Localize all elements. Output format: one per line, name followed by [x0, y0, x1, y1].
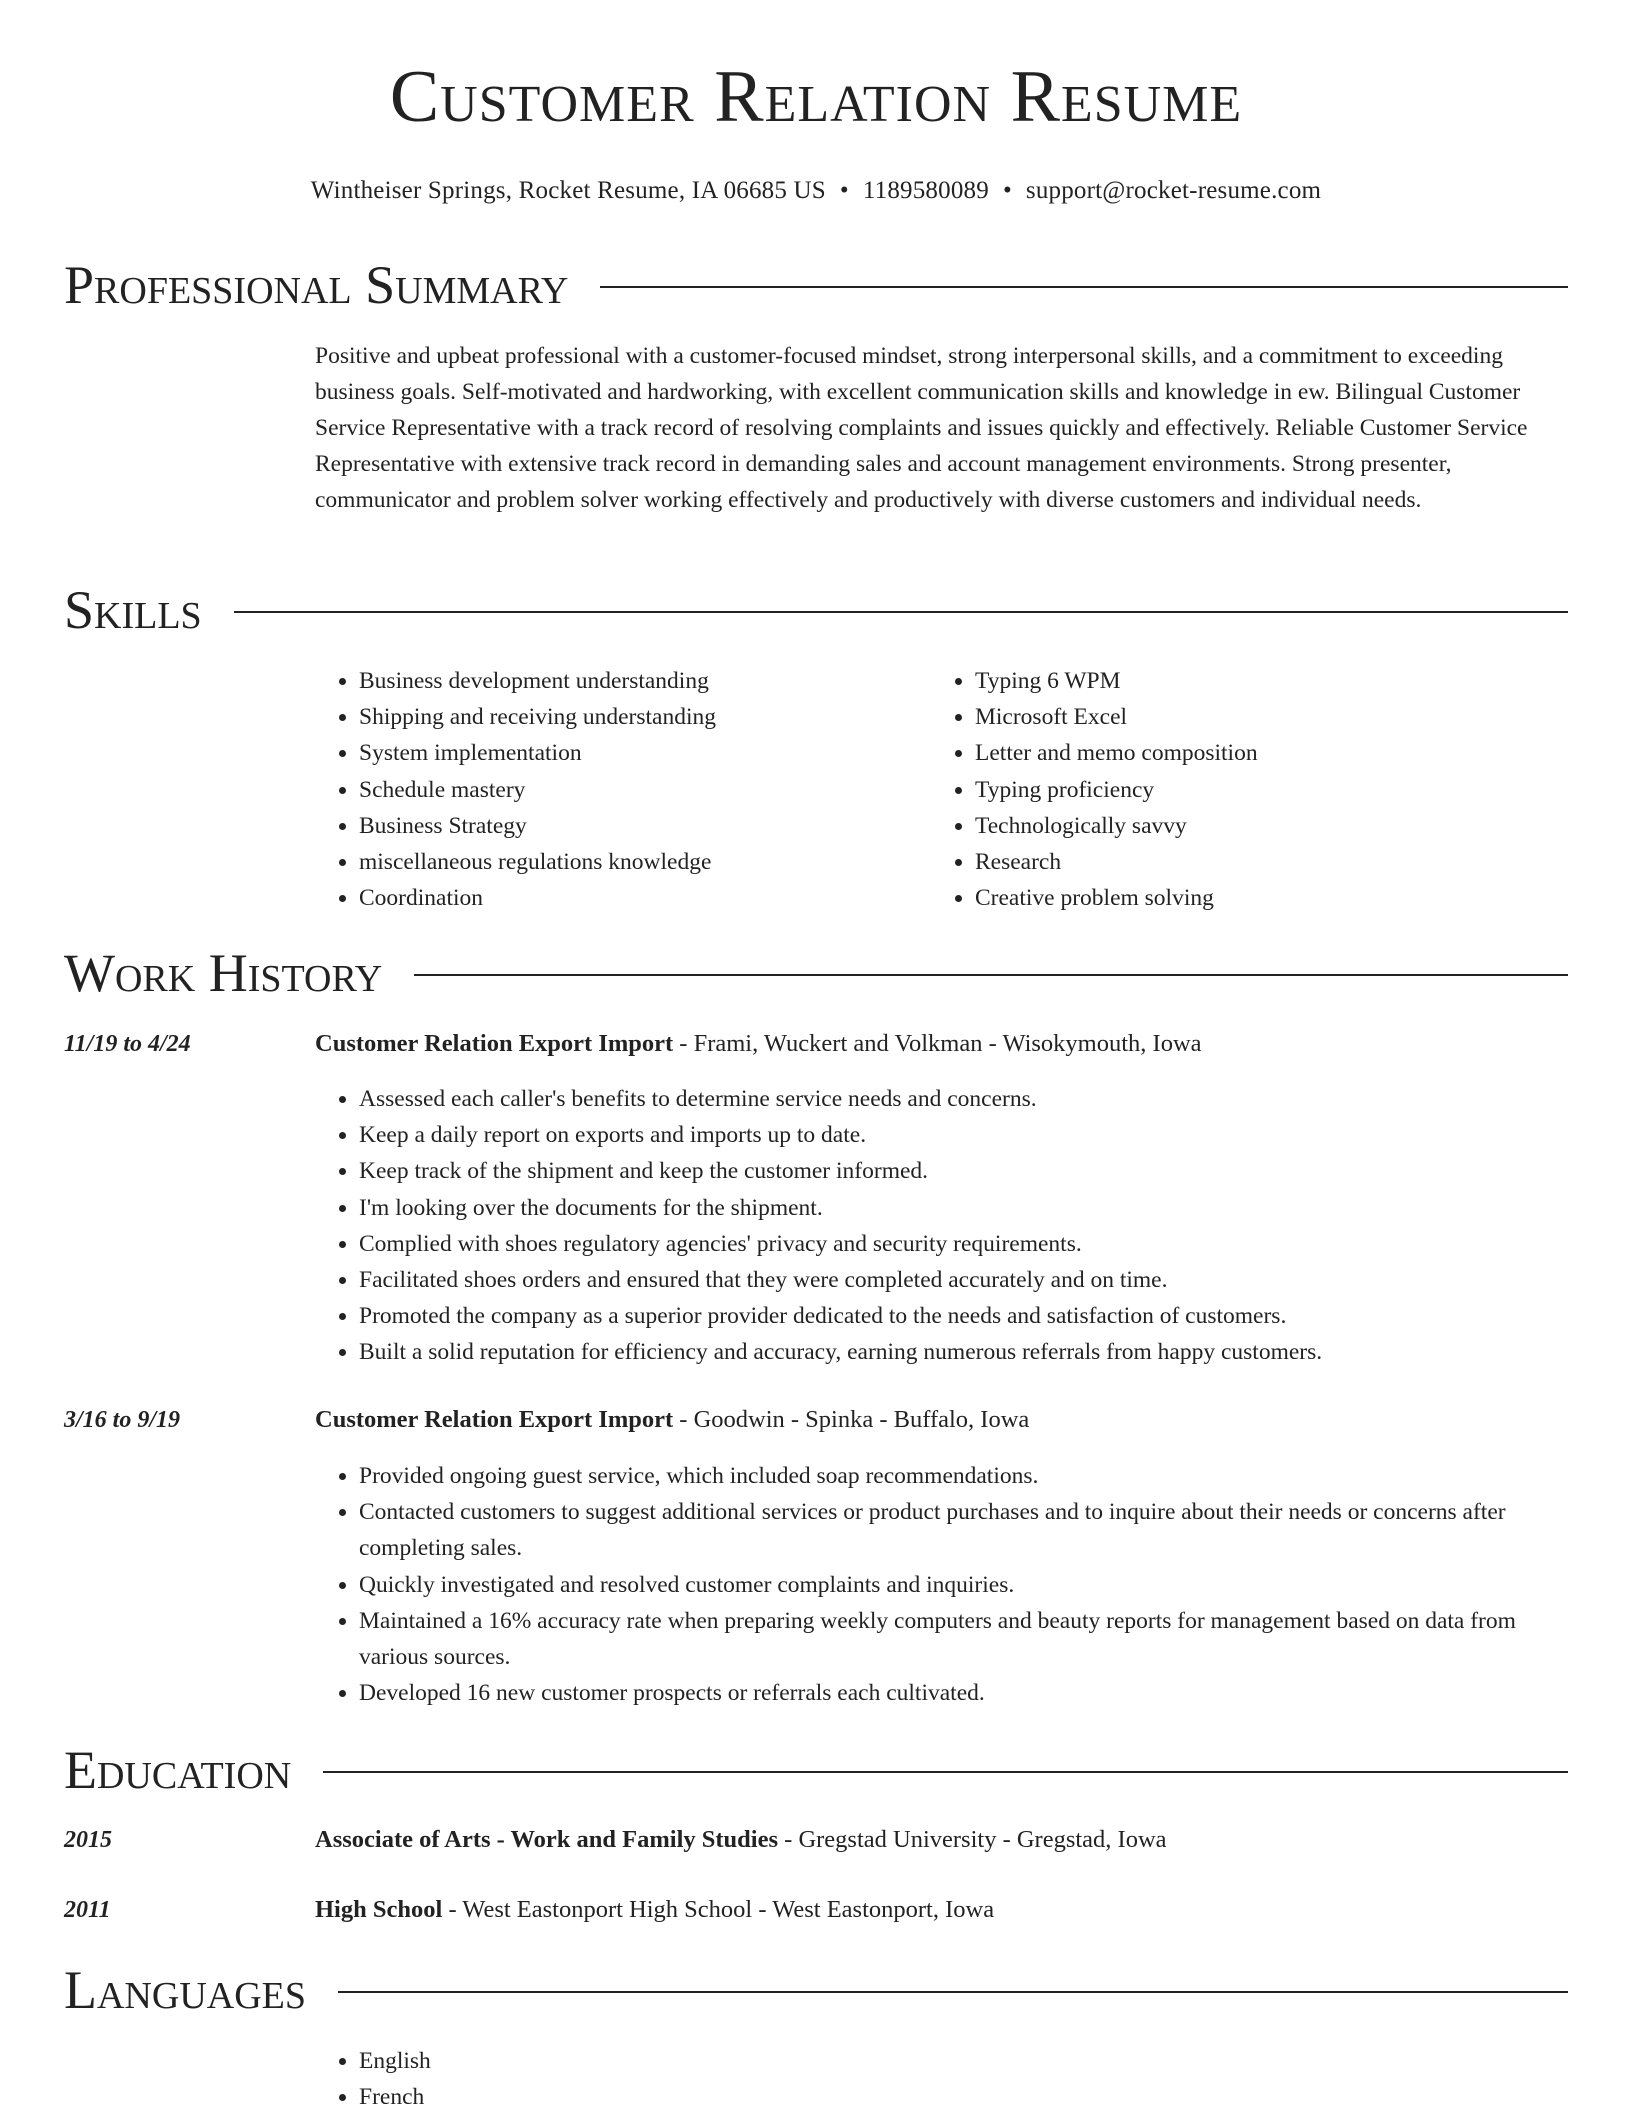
resume-name: Customer Relation Resume [389, 56, 1243, 138]
contact-phone: 1189580089 [862, 177, 989, 204]
job-bullet: • I'm looking over the documents for the shipment. [359, 1190, 1575, 1226]
section-divider [414, 974, 1568, 976]
education-degree: High School [315, 1896, 443, 1923]
education-degree: Associate of Arts - Work and Family Studies [315, 1826, 779, 1853]
job-dates: 3/16 to 9/19 [64, 1407, 181, 1433]
job-bullet: • Assessed each caller's benefits to determine service needs and concerns. [359, 1081, 1575, 1117]
job-bullet: • Contacted customers to suggest additional services or product purchases and to inquire about their needs or concerns after completing sales. [359, 1494, 1575, 1566]
language-item: • French [359, 2079, 1575, 2115]
skills-left-column [315, 663, 915, 916]
work-section-heading [64, 943, 1568, 1003]
language-item: • English [359, 2043, 1575, 2079]
skill-item: • Microsoft Excel [975, 699, 1531, 735]
job-role: Customer Relation Export Import [315, 1030, 674, 1057]
skill-item: • Creative problem solving [975, 880, 1531, 916]
contact-separator: • [1002, 177, 1012, 204]
skill-item: • Schedule mastery [359, 772, 915, 808]
skill-item: • Coordination [359, 880, 915, 916]
job-bullet: • Built a solid reputation for efficiency and accuracy, earning numerous referrals from happy customers. [359, 1334, 1575, 1370]
work-title: Work History [64, 943, 383, 1003]
skill-item: • Technologically savvy [975, 808, 1531, 844]
skill-item: • Typing proficiency [975, 772, 1531, 808]
section-divider [600, 286, 1568, 288]
contact-line [0, 177, 1632, 205]
skill-item: • Letter and memo composition [975, 735, 1531, 771]
job-details: - Goodwin - Spinka - Buffalo, Iowa [673, 1406, 1030, 1433]
section-divider [338, 1991, 1568, 1993]
education-section-heading [64, 1740, 1568, 1800]
education-heading [315, 1896, 994, 1924]
skill-item: • Shipping and receiving understanding [359, 699, 915, 735]
job-bullet: • Facilitated shoes orders and ensured that they were completed accurately and on time. [359, 1262, 1575, 1298]
job-bullet: • Quickly investigated and resolved customer complaints and inquiries. [359, 1567, 1575, 1603]
education-title: Education [64, 1740, 292, 1800]
education-details: - Gregstad University - Gregstad, Iowa [778, 1826, 1167, 1853]
job-bullet: • Promoted the company as a superior provider dedicated to the needs and satisfaction of customers. [359, 1298, 1575, 1334]
job-bullet: • Developed 16 new customer prospects or referrals each cultivated. [359, 1675, 1575, 1711]
education-year: 2011 [64, 1897, 111, 1923]
job-bullets [315, 1081, 1575, 1371]
education-details: - West Eastonport High School - West Eastonport, Iowa [442, 1896, 995, 1923]
summary-section-heading [64, 255, 1568, 315]
job-dates: 11/19 to 4/24 [64, 1031, 191, 1057]
skill-item: • System implementation [359, 735, 915, 771]
skill-item: • miscellaneous regulations knowledge [359, 844, 915, 880]
job-details: - Frami, Wuckert and Volkman - Wisokymouth, Iowa [673, 1030, 1202, 1057]
job-bullets [315, 1458, 1575, 1711]
job-heading [315, 1030, 1202, 1058]
languages-section-heading [64, 1960, 1568, 2020]
skill-item: • Business Strategy [359, 808, 915, 844]
job-bullet: • Complied with shoes regulatory agencies' privacy and security requirements. [359, 1226, 1575, 1262]
skill-item: • Research [975, 844, 1531, 880]
contact-separator: • [839, 177, 849, 204]
skill-item: • Business development understanding [359, 663, 915, 699]
contact-email: support@rocket-resume.com [1025, 177, 1322, 204]
job-bullet: • Provided ongoing guest service, which included soap recommendations. [359, 1458, 1575, 1494]
job-bullet: • Keep a daily report on exports and imports up to date. [359, 1117, 1575, 1153]
education-heading [315, 1826, 1167, 1854]
section-divider [234, 611, 1568, 613]
contact-address: Wintheiser Springs, Rocket Resume, IA 06685 US [310, 177, 826, 204]
skills-right-column [931, 663, 1531, 916]
skill-item: • Typing 6 WPM [975, 663, 1531, 699]
job-bullet: • Maintained a 16% accuracy rate when preparing weekly computers and beauty reports for management based on data from various sources. [359, 1603, 1575, 1675]
languages-title: Languages [64, 1960, 306, 2020]
job-heading [315, 1406, 1029, 1434]
job-role: Customer Relation Export Import [315, 1406, 674, 1433]
summary-title: Professional Summary [64, 255, 569, 315]
summary-text: Positive and upbeat professional with a customer-focused mindset, strong interpersonal skills, and a commitment to exceeding business goals. Self-motivated and hardworking, with excellent communication skills and knowledge in ew. Bilingual Customer Service Representative with a track record of resolving complaints and issues quickly and effectively. Reliable Customer Service Representative with extensive track record in demanding sales and account management environments. Strong presenter, communicator and problem solver working effectively and productively with diverse customers and individual needs. [315, 343, 1528, 513]
education-year: 2015 [64, 1827, 112, 1853]
skills-section-heading [64, 580, 1568, 640]
job-bullet: • Keep track of the shipment and keep the customer informed. [359, 1153, 1575, 1189]
languages-list [315, 2043, 1575, 2115]
skills-title: Skills [64, 580, 202, 640]
section-divider [323, 1771, 1568, 1773]
